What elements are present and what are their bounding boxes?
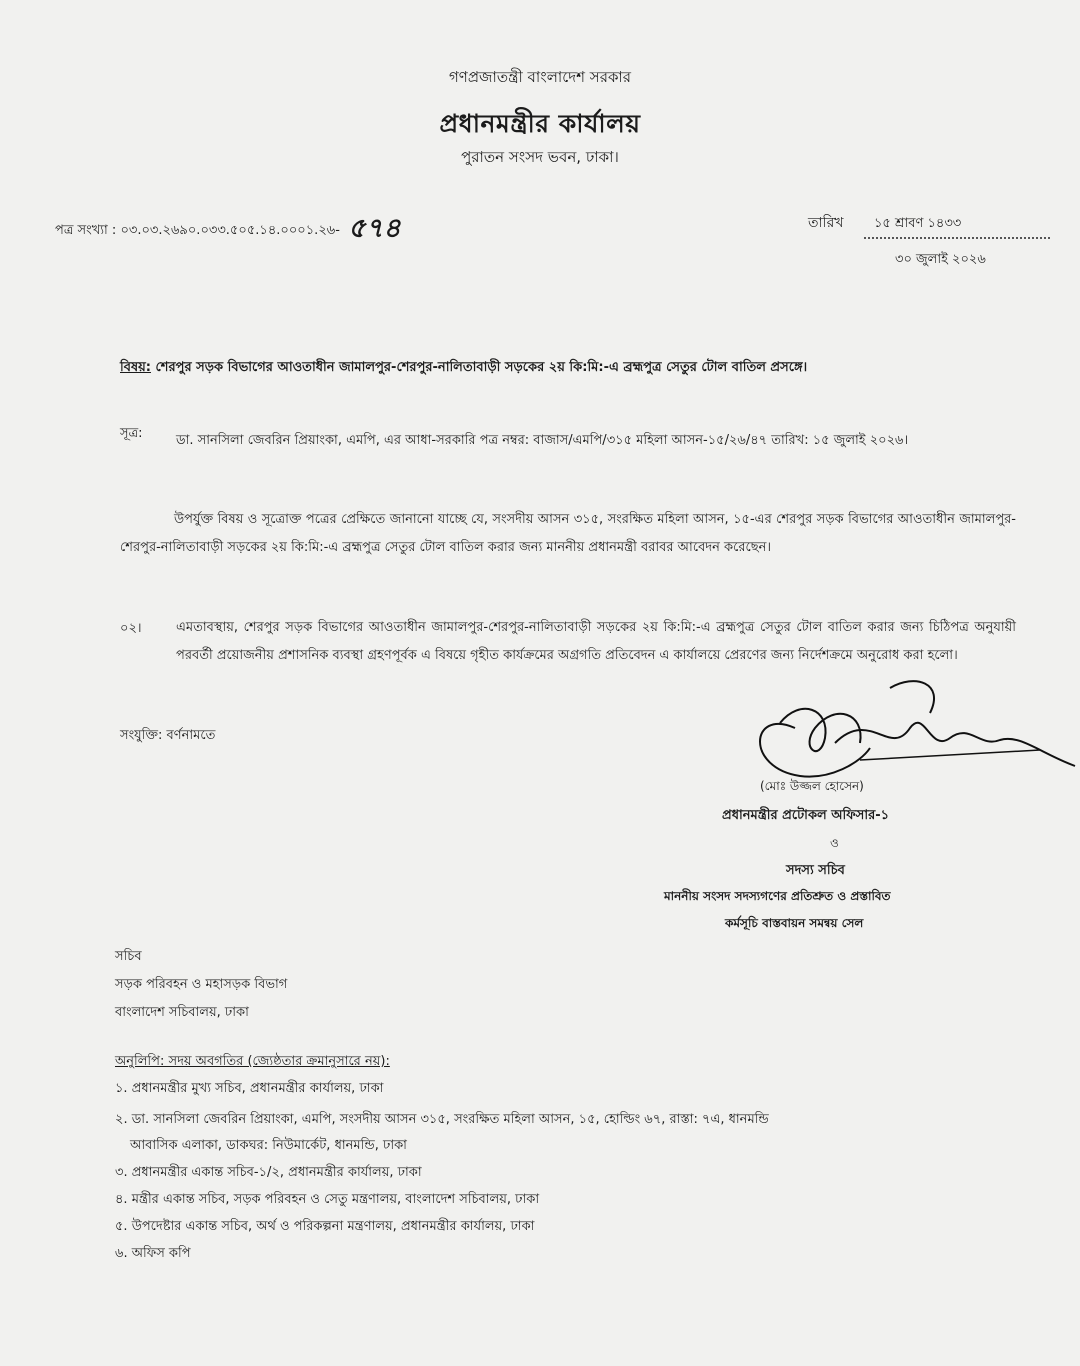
body-paragraph-2: এমতাবস্থায়, শেরপুর সড়ক বিভাগের আওতাধীন জামালপুর-শেরপুর-নালিতাবাড়ী সড়কের ২য় কি:মি:-এ ব্রহ্মপুত্র সেতুর টোল বাতিল করার জন্য চিঠিপত্র অনুযায়ী পরবর্তী প্রয়োজনীয় প্রশাসনিক ব্যবস্থা গ্রহণপূর্বক এ বিষয়ে গৃহীত কার্যক্রমের অগ্রগতি প্রতিবেদন এ কার্যালয়ে প্রেরণের জন্য নির্দেশক্রমে অনুরোধ করা হলো। [176,620,1016,663]
recipient-line: সড়ক পরিবহন ও মহাসড়ক বিভাগ [115,977,288,992]
copy-item: ৫. উপদেষ্টার একান্ত সচিব, অর্থ ও পরিকল্পনা মন্ত্রণালয়, প্রধানমন্ত্রীর কার্যালয়, ঢাকা [115,1219,535,1234]
paragraph-2-number: ০২। [120,621,142,636]
recipient-line: সচিব [115,949,142,964]
signatory-designation-2: সদস্য সচিব [786,863,845,878]
source-text: ডা. সানসিলা জেবরিন প্রিয়াংকা, এমপি, এর আধা-সরকারি পত্র নম্বর: বাজাস/এমপি/৩১৫ মহিলা আসন-১৫/২৬/৪৭ তারিখ: ১৫ জুলাই ২০২৬। [176,433,909,448]
memo-number-value: ০৩.০৩.২৬৯০.০৩৩.৫০৫.১৪.০০০১.২৬- [120,223,340,238]
date-label: তারিখ [808,215,844,231]
copy-item: আবাসিক এলাকা, ডাকঘর: নিউমার্কেট, ধানমন্ডি, ঢাকা [130,1138,407,1153]
memo-label: পত্র সংখ্যা [55,223,108,238]
copy-item: ২. ডা. সানসিলা জেবরিন প্রিয়াংকা, এমপি, সংসদীয় আসন ৩১৫, সংরক্ষিত মহিলা আসন, ১৫, হোল্ডিং ৬৭, রাস্তা: ৭এ, ধানমন্ডি [115,1112,769,1127]
recipient-line: বাংলাদেশ সচিবালয়, ঢাকা [115,1005,249,1020]
memo-number: পত্র সংখ্যা : ০৩.০৩.২৬৯০.০৩৩.৫০৫.১৪.০০০১.২৬- ৫৭৪ [55,213,401,244]
government-name: গণপ্রজাতন্ত্রী বাংলাদেশ সরকার [448,68,632,86]
signatory-and: ও [830,836,839,850]
copies-heading: অনুলিপি: সদয় অবগতির (জ্যেষ্ঠতার ক্রমানুসারে নয়): [115,1054,390,1069]
signatory-name: (মোঃ উজ্জল হোসেন) [760,779,864,793]
office-name: প্রধানমন্ত্রীর কার্যালয় [439,109,641,138]
signatory-cell-line-2: কর্মসূচি বাস্তবায়ন সমন্বয় সেল [725,916,864,930]
date-bangla: ১৫ শ্রাবণ ১৪৩৩ [864,214,1050,239]
body-paragraph-1: উপর্যুক্ত বিষয় ও সূত্রোক্ত পত্রের প্রেক্ষিতে জানানো যাচ্ছে যে, সংসদীয় আসন ৩১৫, সংরক্ষিত মহিলা আসন, ১৫-এর শেরপুর সড়ক বিভাগের আওতাধীন জামালপুর-শেরপুর-নালিতাবাড়ী সড়কের ২য় কি:মি:-এ ব্রহ্মপুত্র সেতুর টোল বাতিল করার জন্য মাননীয় প্রধানমন্ত্রী বরাবর আবেদন করেছেন। [120,512,1016,555]
signatory-cell-line-1: মাননীয় সংসদ সদস্যগণের প্রতিশ্রুত ও প্রস্তাবিত [664,889,891,903]
date-gregorian: ৩০ জুলাই ২০২৬ [895,252,986,267]
signature-image [740,668,1080,788]
subject-line [120,358,807,379]
copy-item: ৩. প্রধানমন্ত্রীর একান্ত সচিব-১/২, প্রধানমন্ত্রীর কার্যালয়, ঢাকা [115,1165,422,1180]
signatory-designation: প্রধানমন্ত্রীর প্রটোকল অফিসার-১ [722,808,890,823]
office-address: পুরাতন সংসদ ভবন, ঢাকা। [461,148,619,166]
subject-label: বিষয়: [120,360,151,375]
subject-text: শেরপুর সড়ক বিভাগের আওতাধীন জামালপুর-শেরপুর-নালিতাবাড়ী সড়কের ২য় কি:মি:-এ ব্রহ্মপুত্র সেতুর টোল বাতিল প্রসঙ্গে। [155,360,808,375]
memo-handwritten-number: ৫৭৪ [348,213,401,244]
enclosure-line: সংযুক্তি: বর্ণনামতে [120,728,216,743]
copy-item: ৪. মন্ত্রীর একান্ত সচিব, সড়ক পরিবহন ও সেতু মন্ত্রণালয়, বাংলাদেশ সচিবালয়, ঢাকা [115,1192,540,1207]
source-label: সূত্র: [120,426,143,441]
copy-item: ১. প্রধানমন্ত্রীর মুখ্য সচিব, প্রধানমন্ত্রীর কার্যালয়, ঢাকা [115,1081,384,1096]
copy-item: ৬. অফিস কপি [115,1246,191,1261]
